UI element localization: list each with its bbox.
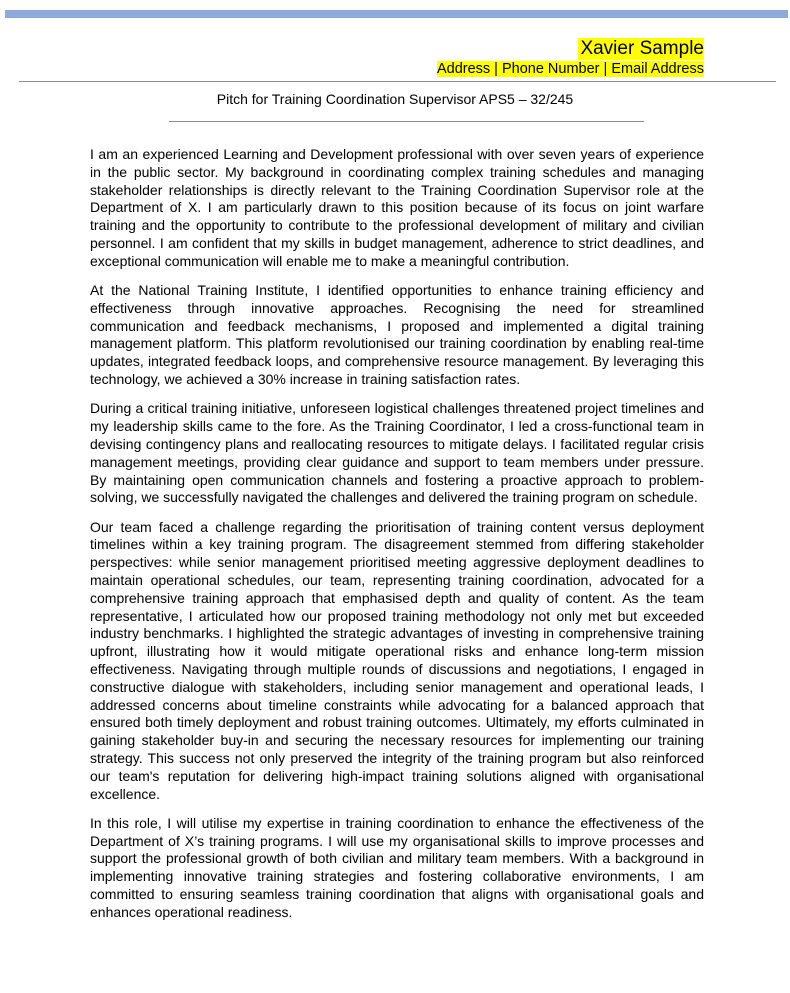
paragraph-conclusion: In this role, I will utilise my expertise in training coordination to enhance the effectiveness of the Department of X’s training programs. I will use my organisational skills to improve processes and support the professional growth of both civilian and military team members. With a background in implementing innovative training strategies and fostering collaborative environments, I am committed to ensuring seamless training coordination that aligns with organisational goals and enhances operational readiness. — [90, 814, 704, 920]
header-divider — [19, 81, 776, 82]
title-divider — [169, 121, 644, 122]
paragraph-stakeholder-challenge: Our team faced a challenge regarding the prioritisation of training content versus deployment timelines within a key training program. The disagreement stemmed from differing stakeholder perspectives: while senior management prioritised meeting aggressive deployment deadlines to maintain operational schedules, our team, representing training coordination, advocated for a comprehensive training approach that emphasised depth and quality of content. As the team representative, I articulated how our proposed training methodology not only met but exceeded industry benchmarks. I highlighted the strategic advantages of investing in comprehensive training upfront, illustrating how it would mitigate operational risks and enhance long-term mission effectiveness. Navigating through multiple rounds of discussions and negotiations, I engaged in constructive dialogue with stakeholders, including senior management and operational leads, I addressed concerns about timeline constraints while advocating for a balanced approach that ensured both timely deployment and robust training outcomes. Ultimately, my efforts culminated in gaining stakeholder buy-in and securing the necessary resources for implementing our training strategy. This success not only preserved the integrity of the training program but also reinforced our team's reputation for delivering high-impact training solutions aligned with organisational excellence. — [90, 518, 704, 802]
paragraph-leadership: During a critical training initiative, unforeseen logistical challenges threatened project timelines and my leadership skills came to the fore. As the Training Coordinator, I led a cross-functional team in devising contingency plans and reallocating resources to mitigate delays. I facilitated regular crisis management meetings, providing clear guidance and support to team members under pressure. By maintaining open communication channels and fostering a proactive approach to problem-solving, we successfully navigated the challenges and delivered the training program on schedule. — [90, 400, 704, 506]
page-top-border — [5, 10, 788, 18]
contact-line — [437, 60, 704, 78]
document-title: Pitch for Training Coordination Supervisor APS5 – 32/245 — [216, 91, 574, 107]
paragraph-introduction: I am an experienced Learning and Development professional with over seven years of experience in the public sector. My background in coordinating complex training schedules and managing stakeholder relationships is directly relevant to the Training Coordination Supervisor role at the Department of X. I am particularly drawn to this position because of its focus on joint warfare training and the opportunity to contribute to the professional development of military and civilian personnel. I am confident that my skills in budget management, adherence to strict deadlines, and exceptional communication will enable me to make a meaningful contribution. — [90, 146, 704, 269]
paragraph-innovation: At the National Training Institute, I identified opportunities to enhance training efficiency and effectiveness through innovative approaches. Recognising the need for streamlined communication and feedback mechanisms, I proposed and implemented a digital training management platform. This platform revolutionised our training coordination by enabling real-time updates, integrated feedback loops, and comprehensive resource management. By leveraging this technology, we achieved a 30% increase in training satisfaction rates. — [90, 282, 704, 388]
pitch-body — [90, 146, 704, 933]
letterhead — [437, 38, 704, 78]
contact-details: Address | Phone Number | Email Address — [436, 61, 704, 77]
applicant-name: Xavier Sample — [580, 38, 704, 59]
